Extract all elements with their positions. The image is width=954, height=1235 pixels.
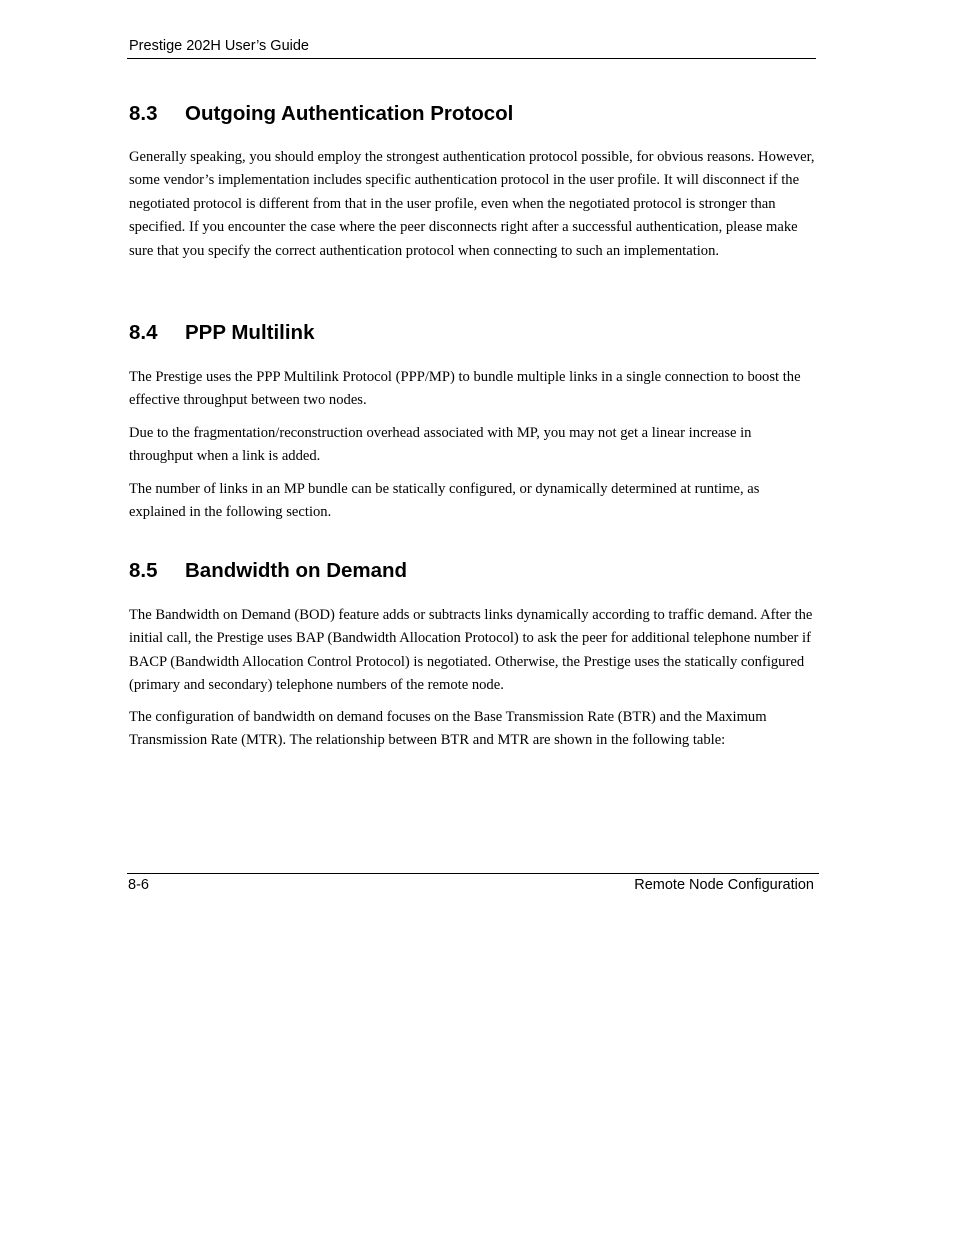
paragraph: The number of links in an MP bundle can be statically configured, or dynamically determined at runtime, as explained in the following section. xyxy=(129,481,760,521)
section-heading-8-3 xyxy=(129,101,513,127)
chapter-title: Remote Node Configuration xyxy=(634,877,814,893)
paragraph: Due to the fragmentation/reconstruction overhead associated with MP, you may not get a linear increase in throughput when a link is added. xyxy=(129,425,752,465)
section-heading-8-5 xyxy=(129,558,407,584)
section-heading-8-4 xyxy=(129,320,314,346)
paragraph: The Bandwidth on Demand (BOD) feature adds or subtracts links dynamically according to traffic demand. After the initial call, the Prestige uses BAP (Bandwidth Allocation Protocol) to ask the peer for additional telephone number if BACP (Bandwidth Allocation Control Protocol) is negotiated. Otherwise, the Prestige uses the statically configured (primary and secondary) telephone numbers of the remote node. xyxy=(129,607,813,694)
paragraph: Generally speaking, you should employ the strongest authentication protocol possible, for obvious reasons. However, some vendor’s implementation includes specific authentication protocol in the user profile. It will disconnect if the negotiated protocol is different from that in the user profile, even when the negotiated protocol is stronger than specified. If you encounter the case where the peer disconnects right after a successful authentication, please make sure that you specify the correct authentication protocol when connecting to such an implementation. xyxy=(129,149,815,259)
section-title: PPP Multilink xyxy=(185,321,315,344)
section-number: 8.5 xyxy=(129,559,158,582)
paragraph: The Prestige uses the PPP Multilink Protocol (PPP/MP) to bundle multiple links in a single connection to boost the effective throughput between two nodes. xyxy=(129,369,801,409)
section-number: 8.3 xyxy=(129,102,158,125)
guide-title: Prestige 202H User’s Guide xyxy=(129,38,309,54)
section-number: 8.4 xyxy=(129,321,158,344)
page-number: 8-6 xyxy=(128,877,149,893)
section-title: Outgoing Authentication Protocol xyxy=(185,102,514,125)
section-title: Bandwidth on Demand xyxy=(185,559,408,582)
page-header xyxy=(127,36,816,59)
paragraph: The configuration of bandwidth on demand focuses on the Base Transmission Rate (BTR) and the Maximum Transmission Rate (MTR). The relationship between BTR and MTR are shown in the following table: xyxy=(129,709,767,749)
page-footer xyxy=(127,873,819,898)
